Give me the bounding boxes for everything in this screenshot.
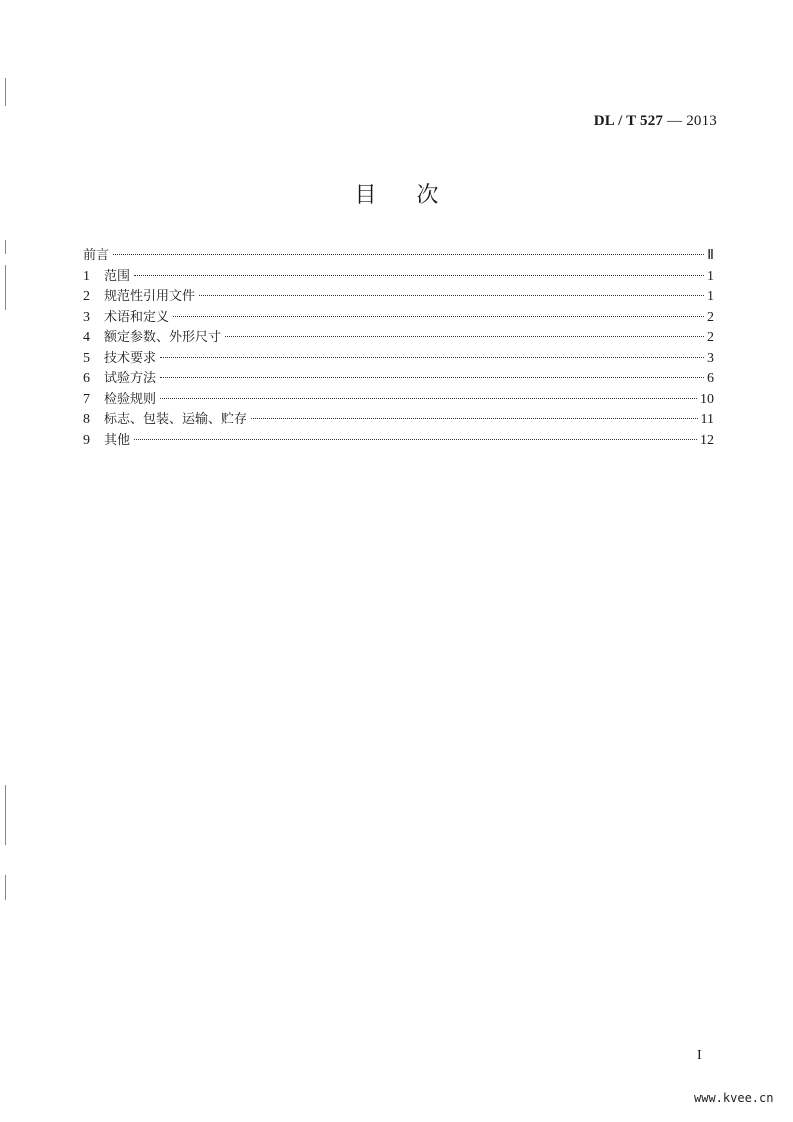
toc-item-page: 10 — [700, 391, 714, 407]
toc-item-page: Ⅱ — [707, 248, 714, 263]
toc-leader-dots — [134, 275, 704, 276]
toc-item-page: 2 — [707, 330, 714, 345]
toc-item-8[interactable] — [83, 410, 714, 431]
toc-item-4[interactable] — [83, 328, 714, 349]
toc-item-3[interactable] — [83, 308, 714, 329]
toc-item-7[interactable] — [83, 390, 714, 411]
toc-leader-dots — [160, 398, 697, 399]
toc-item-page: 2 — [707, 309, 714, 325]
toc-leader-dots — [225, 336, 704, 337]
toc-item-page: 12 — [700, 432, 714, 448]
toc-item-5[interactable] — [83, 349, 714, 370]
toc-item-label: 检验规则 — [104, 391, 157, 407]
toc-item-label: 术语和定义 — [104, 309, 170, 325]
standard-year: — 2013 — [663, 113, 717, 129]
scan-artifact — [5, 785, 6, 845]
watermark-url: www.kvee.cn — [694, 1091, 774, 1105]
toc-item-label: 其他 — [104, 432, 131, 448]
table-of-contents — [83, 246, 714, 451]
toc-item-number: 8 — [83, 412, 90, 427]
toc-item-label: 标志、包装、运输、贮存 — [104, 412, 248, 427]
toc-leader-dots — [160, 377, 704, 378]
toc-item-number: 3 — [83, 309, 90, 325]
toc-item-page: 3 — [707, 350, 714, 366]
scan-artifact — [5, 875, 6, 900]
toc-item-label: 技术要求 — [104, 350, 157, 366]
page-number: I — [697, 1048, 702, 1063]
toc-item-label: 前言 — [83, 248, 110, 263]
toc-item-9[interactable] — [83, 431, 714, 452]
toc-item-number: 9 — [83, 432, 90, 448]
standard-number — [594, 113, 717, 130]
toc-leader-dots — [199, 295, 704, 296]
toc-item-6[interactable] — [83, 369, 714, 390]
toc-leader-dots — [173, 316, 704, 317]
toc-item-page: 1 — [707, 289, 714, 304]
toc-item-foreword[interactable] — [83, 246, 714, 267]
toc-item-number: 4 — [83, 330, 90, 345]
toc-item-number: 6 — [83, 371, 90, 386]
toc-leader-dots — [113, 254, 704, 255]
toc-leader-dots — [160, 357, 704, 358]
toc-item-label: 额定参数、外形尺寸 — [104, 330, 222, 345]
toc-item-number: 5 — [83, 350, 90, 366]
toc-item-1[interactable] — [83, 267, 714, 288]
toc-item-page: 11 — [700, 412, 714, 427]
scan-artifact — [5, 78, 6, 106]
toc-item-label: 范围 — [104, 268, 131, 284]
toc-item-page: 1 — [707, 268, 714, 284]
toc-item-number: 1 — [83, 268, 90, 284]
toc-item-label: 试验方法 — [104, 371, 157, 386]
scan-artifact — [5, 265, 6, 310]
toc-item-page: 6 — [707, 371, 714, 386]
toc-item-number: 7 — [83, 391, 90, 407]
toc-item-label: 规范性引用文件 — [104, 289, 196, 304]
toc-leader-dots — [251, 418, 698, 419]
page-title: 目次 — [354, 183, 479, 208]
toc-leader-dots — [134, 439, 697, 440]
toc-item-number: 2 — [83, 289, 90, 304]
standard-code: DL / T 527 — [593, 113, 664, 129]
scan-artifact — [5, 240, 6, 254]
toc-item-2[interactable] — [83, 287, 714, 308]
